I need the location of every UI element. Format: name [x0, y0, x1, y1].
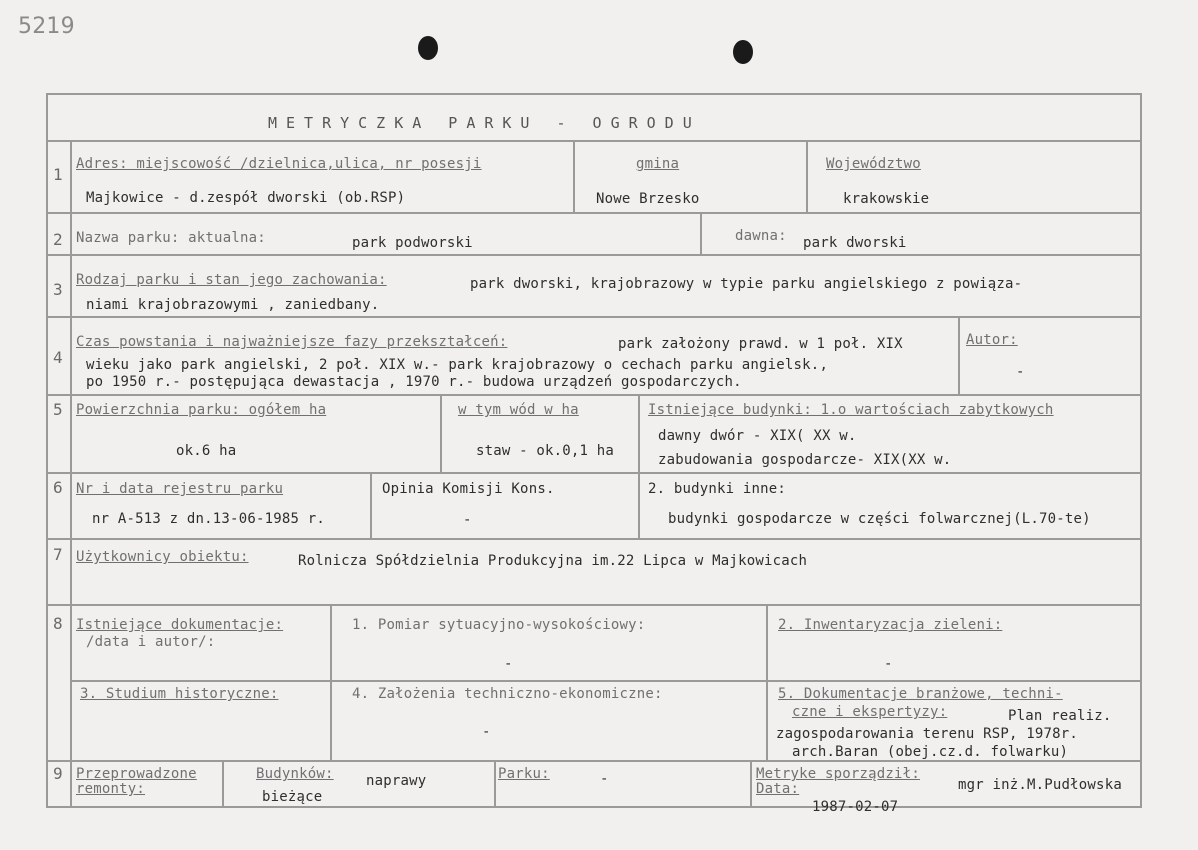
gmina-value: Nowe Brzesko [596, 191, 700, 207]
row-number: 5 [53, 400, 63, 419]
author-label: Autor: [966, 332, 1018, 348]
punch-hole-left [418, 36, 438, 60]
park-name-former: park dworski [803, 235, 907, 251]
commission-label: Opinia Komisji Kons. [382, 481, 555, 497]
park-type-label: Rodzaj parku i stan jego zachowania: [76, 272, 387, 288]
made-by-value: mgr inż.M.Pudłowska [958, 777, 1122, 793]
other-buildings-label: 2. budynki inne: [648, 481, 787, 497]
register-value: nr A-513 z dn.13-06-1985 r. [92, 511, 325, 527]
row-number: 1 [53, 165, 63, 184]
author-value: - [1016, 364, 1025, 380]
address-label: Adres: miejscowość /dzielnica,ulica, nr posesji [76, 156, 482, 172]
row-number: 8 [53, 614, 63, 633]
users-label: Użytkownicy obiektu: [76, 549, 249, 565]
doc5-label-line1: 5. Dokumentacje branżowe, techni- [778, 686, 1063, 702]
buildings-line2: zabudowania gospodarcze- XIX(XX w. [658, 452, 952, 468]
date-value: 1987-02-07 [812, 799, 899, 815]
repairs-buildings-label: Budynków: [256, 766, 334, 782]
doc4-value: - [482, 724, 491, 740]
doc2-label: 2. Inwentaryzacja zieleni: [778, 617, 1003, 633]
doc5-value-line2: zagospodarowania terenu RSP, 1978r. [776, 726, 1079, 742]
repairs-buildings-value2: bieżące [262, 789, 323, 805]
commission-value: - [463, 512, 472, 528]
doc5-value-line1: Plan realiz. [1008, 708, 1112, 724]
doc5-label-line2: czne i ekspertyzy: [792, 704, 948, 720]
punch-hole-right [733, 40, 753, 64]
form-title: METRYCZKA PARKU - OGRODU [268, 114, 701, 132]
docs-label: Istniejące dokumentacje: [76, 617, 284, 633]
park-type-line2: niami krajobrazowymi , zaniedbany. [86, 297, 380, 313]
doc4-label: 4. Założenia techniczno-ekonomiczne: [352, 686, 663, 702]
water-value: staw - ok.0,1 ha [476, 443, 615, 459]
park-type-line1: park dworski, krajobrazowy w typie parku angielskiego z powiąza- [470, 276, 1023, 292]
park-name-current: park podworski [352, 235, 473, 251]
row-number: 7 [53, 545, 63, 564]
doc1-label: 1. Pomiar sytuacyjno-wysokościowy: [352, 617, 646, 633]
water-label: w tym wód w ha [458, 402, 579, 418]
other-buildings-value: budynki gospodarcze w części folwarcznej(L.70-te) [668, 511, 1091, 527]
area-value: ok.6 ha [176, 443, 237, 459]
repairs-buildings-value1: naprawy [366, 773, 427, 789]
history-line1: park założony prawd. w 1 poł. XIX [618, 336, 903, 352]
buildings-line1: dawny dwór - XIX( XX w. [658, 428, 857, 444]
history-line3: po 1950 r.- postępująca dewastacja , 1970 r.- budowa urządzeń gospodarczych. [86, 374, 742, 390]
row-number: 6 [53, 478, 63, 497]
address-value: Majkowice - d.zespół dworski (ob.RSP) [86, 190, 406, 206]
gmina-label: gmina [636, 156, 680, 172]
date-label: Data: [756, 781, 800, 797]
doc3-label: 3. Studium historyczne: [80, 686, 279, 702]
park-name-former-label: dawna: [735, 228, 787, 244]
voivodeship-label: Województwo [826, 156, 921, 172]
doc5-value-line3: arch.Baran (obej.cz.d. folwarku) [792, 744, 1069, 760]
voivodeship-value: krakowskie [843, 191, 930, 207]
row-number: 3 [53, 280, 63, 299]
register-label: Nr i data rejestru parku [76, 481, 284, 497]
repairs-label-line1: Przeprowadzone [76, 766, 197, 782]
repairs-park-label: Parku: [498, 766, 550, 782]
history-label: Czas powstania i najważniejsze fazy przekształceń: [76, 334, 508, 350]
archive-number: 5219 [18, 14, 75, 39]
doc1-value: - [504, 656, 513, 672]
history-line2: wieku jako park angielski, 2 poł. XIX w.- park krajobrazowy o cechach parku angielsk., [86, 357, 829, 373]
buildings-label: Istniejące budynki: 1.o wartościach zabytkowych [648, 402, 1054, 418]
doc2-value: - [884, 656, 893, 672]
row-number: 9 [53, 764, 63, 783]
repairs-label-line2: remonty: [76, 781, 146, 797]
users-value: Rolnicza Spółdzielnia Produkcyjna im.22 Lipca w Majkowicach [298, 553, 808, 569]
docs-sublabel: /data i autor/: [86, 634, 216, 650]
area-label: Powierzchnia parku: ogółem ha [76, 402, 327, 418]
park-name-label: Nazwa parku: aktualna: [76, 230, 266, 246]
row-number: 4 [53, 348, 63, 367]
repairs-park-value: - [600, 771, 609, 787]
made-by-label: Metryke sporządził: [756, 766, 920, 782]
row-number: 2 [53, 230, 63, 249]
